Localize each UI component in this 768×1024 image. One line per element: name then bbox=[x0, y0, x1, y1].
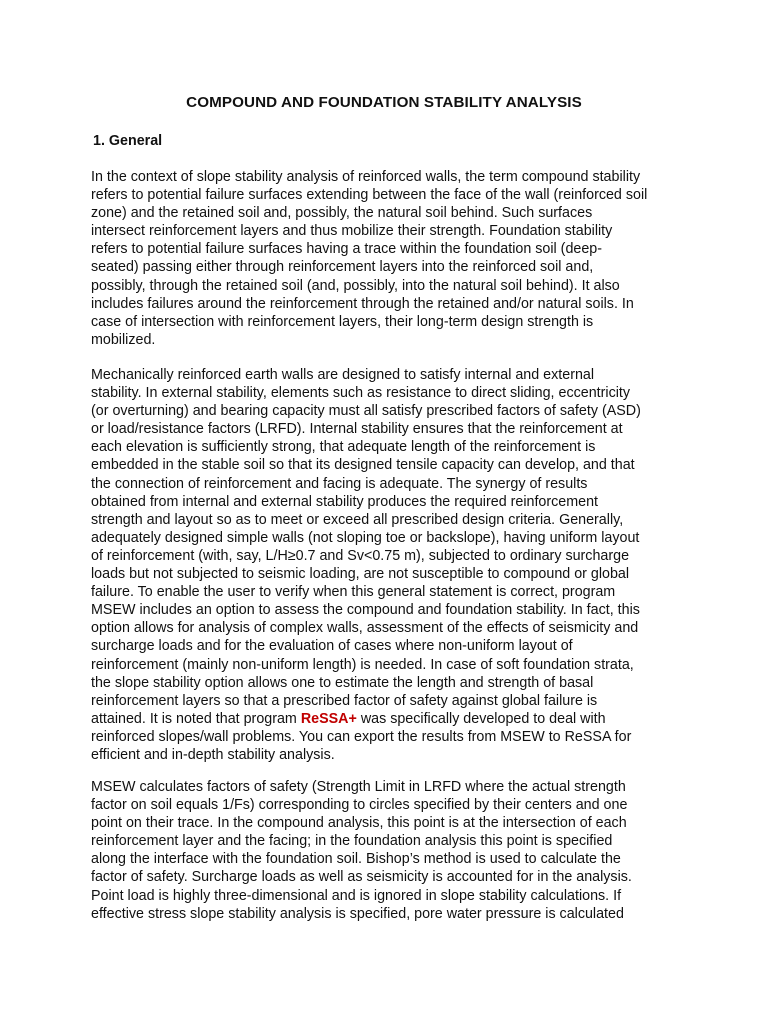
text-line: point on their trace. In the compound analysis, this point is at the intersection of each bbox=[91, 815, 627, 832]
text-line: case of intersection with reinforcement layers, their long-term design strength is bbox=[91, 313, 594, 330]
paragraph-mse-walls bbox=[91, 366, 685, 764]
text-line: includes failures around the reinforcement through the retained and/or natural soils. In bbox=[91, 295, 634, 312]
text-line: (or overturning) and bearing capacity must all satisfy prescribed factors of safety (ASD) bbox=[91, 403, 641, 420]
text-line: In the context of slope stability analysis of reinforced walls, the term compound stability bbox=[91, 169, 641, 185]
text-line: refers to potential failure surfaces extending between the face of the wall (reinforced soil bbox=[91, 187, 648, 204]
text-line: mobilized. bbox=[91, 331, 156, 348]
text-line: embedded in the stable soil so that its designed tensile capacity can develop, and that bbox=[91, 457, 635, 474]
text-line: seated) passing either through reinforcement layers into the reinforced soil and, bbox=[91, 259, 594, 276]
text-line: or load/resistance factors (LRFD). Internal stability ensures that the reinforcement at bbox=[91, 421, 623, 438]
text-line: reinforcement layer and the facing; in the foundation analysis this point is specified bbox=[91, 833, 613, 850]
text-line: MSEW includes an option to assess the compound and foundation stability. In fact, this bbox=[91, 602, 640, 619]
text-line: refers to potential failure surfaces having a trace within the foundation soil (deep- bbox=[91, 241, 603, 258]
text-line: along the interface with the foundation soil. Bishop’s method is used to calculate the bbox=[91, 851, 621, 868]
text-line: option allows for analysis of complex walls, assessment of the effects of seismicity and bbox=[91, 620, 639, 637]
text-line: loads but not subjected to seismic loading, are not susceptible to compound or global bbox=[91, 566, 630, 583]
text-line: factor of safety. Surcharge loads as well as seismicity is accounted for in the analysis. bbox=[91, 869, 632, 886]
text-line: strength and layout so as to meet or exceed all prescribed design criteria. Generally, bbox=[91, 511, 624, 528]
page-title: COMPOUND AND FOUNDATION STABILITY ANALYSIS bbox=[186, 94, 582, 111]
text-line: reinforcement layers so that a prescribed factor of safety against global failure is bbox=[91, 692, 598, 709]
text-line: MSEW calculates factors of safety (Strength Limit in LRFD where the actual strength bbox=[91, 779, 626, 795]
text-line: intersect reinforcement layers and thus mobilize their strength. Foundation stability bbox=[91, 223, 613, 240]
text-line: obtained from internal and external stability produces the required reinforcement bbox=[91, 493, 599, 510]
text-fragment: was specifically developed to deal with bbox=[356, 710, 606, 727]
text-line: surcharge loads and for the evaluation of cases where non-uniform layout of bbox=[91, 638, 573, 655]
ressa-plus-link[interactable]: ReSSA+ bbox=[300, 710, 357, 727]
text-line: Point load is highly three-dimensional and is ignored in slope stability calculations. If bbox=[91, 887, 622, 904]
text-line: possibly, through the retained soil (and, possibly, into the natural soil behind). It also bbox=[91, 277, 620, 294]
text-line: adequately designed simple walls (not sloping toe or backslope), having uniform layout bbox=[91, 529, 640, 546]
text-line: failure. To enable the user to verify when this general statement is correct, program bbox=[91, 584, 616, 601]
text-line: efficient and in-depth stability analysis. bbox=[91, 746, 335, 763]
text-line: factor on soil equals 1/Fs) corresponding to circles specified by their centers and one bbox=[91, 797, 628, 814]
text-line: of reinforcement (with, say, L/H≥0.7 and Sv<0.75 m), subjected to ordinary surcharge bbox=[91, 547, 630, 564]
text-line-ressa bbox=[91, 710, 685, 728]
text-line: each elevation is sufficiently strong, that adequate length of the reinforcement is bbox=[91, 439, 596, 456]
text-line: the slope stability option allows one to estimate the length and strength of basal bbox=[91, 674, 594, 691]
paragraph-context bbox=[91, 168, 685, 349]
text-line: stability. In external stability, elements such as resistance to direct sliding, eccentricity bbox=[91, 385, 631, 402]
section-heading: 1. General bbox=[93, 133, 163, 149]
text-line: effective stress slope stability analysis is specified, pore water pressure is calculated bbox=[91, 905, 624, 922]
text-line: the connection of reinforcement and facing is adequate. The synergy of results bbox=[91, 475, 588, 492]
text-fragment: attained. It is noted that program bbox=[91, 710, 301, 727]
text-line: zone) and the retained soil and, possibly, the natural soil behind. Such surfaces bbox=[91, 205, 593, 222]
text-line: reinforcement (mainly non-uniform length) is needed. In case of soft foundation strata, bbox=[91, 656, 634, 673]
paragraph-factors-of-safety bbox=[91, 778, 685, 923]
text-line: reinforced slopes/wall problems. You can export the results from MSEW to ReSSA for bbox=[91, 728, 632, 745]
text-line: Mechanically reinforced earth walls are designed to satisfy internal and external bbox=[91, 367, 595, 383]
